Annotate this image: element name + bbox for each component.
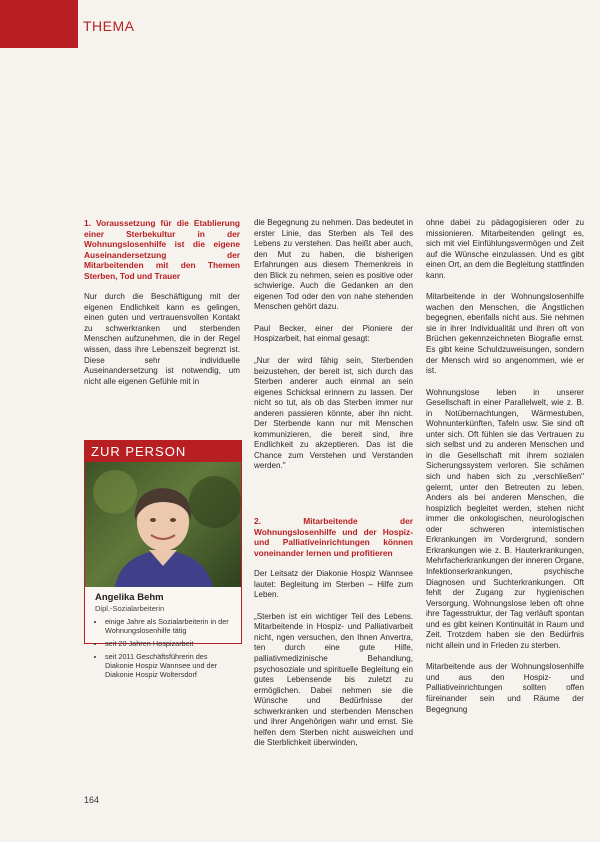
column-1 — [84, 218, 240, 398]
section-heading-2: 2. Mitarbeitende der Wohnungslosenhilfe und der Hospiz- und Palliativeinrichtungen können voneinander lernen und profitieren — [254, 516, 413, 558]
page-number: 164 — [84, 795, 100, 805]
list-item: • seit 2011 Geschäftsführerin des Diakonie Hospiz Wannsee und der Diakonie Hospiz Woltersdorf — [105, 652, 235, 679]
paragraph: Nur durch die Beschäftigung mit der eigenen Endlichkeit kann es gelingen, einen guten und vertrauensvollen Kontakt zu schwerkranken und sterbenden Menschen aufzunehmen, die in der Regel wissen, dass ihre Lebenszeit begrenzt ist. Diese sehr individuelle Auseinandersetzung ist notwendig, um nicht alle eigenen Gefühle mit in — [84, 292, 240, 386]
person-role: Dipl.-Sozialarbeiterin — [95, 604, 165, 613]
column-2 — [254, 218, 413, 483]
box-title: ZUR PERSON — [85, 441, 241, 462]
portrait-illustration — [85, 462, 241, 587]
list-item: • seit 20 Jahren Hospizarbeit — [105, 639, 235, 648]
paragraph: Paul Becker, einer der Pioniere der Hospizarbeit, hat einmal gesagt: — [254, 323, 413, 344]
paragraph: Mitarbeitende aus der Wohnungslosenhilfe und aus den Hospiz- und Palliativeinrichtungen sollten offen füreinander sein und Räume der Begegnung — [426, 662, 584, 714]
person-info-box — [84, 440, 242, 679]
column-3 — [426, 218, 584, 726]
paragraph: Wohnungslose leben in unserer Gesellschaft in einer Parallelwelt, wie z. B. in Notübernachtungen, Wärmestuben, Wohnunterkünften, Tafeln usw. Sie sind oft unter sich. Oft fühlen sie das Vertrauen zu sich selbst und zu anderen Menschen und in die Gesellschaft mit ihrem sozialen Sicherungssystem verloren. Sie schämen sich und haben sich zu „verschließen" gelernt, unter den Betreuten zu leben. Anders als bei anderen Menschen, die hospizlich begleitet werden, stehen nicht immer die onkologischen, neurologischen oder schweren internistischen Erkrankungen im Vordergrund, sondern Erkrankungen wie z. B. Hauterkrankungen, Mehrfacherkrankungen der inneren Organe, Infektionserkrankungen, psychische Diagnosen und Suchterkrankungen. Oft fehlt der Zugang zur hygienischen Versorgung. Wohnungslose leben oft ohne ihre Tagesstruktur, der Tag verläuft spontan und es gibt keinen Kontinuität in Raum und Zeit. Trotzdem haben sie den Bedürfnis nicht allein und in Frieden zu sterben. — [426, 387, 584, 650]
column-2-lower — [254, 516, 413, 760]
section-heading-1: 1. Voraussetzung für die Etablierung einer Sterbekultur in der Wohnungslosenhilfe ist die eigene Auseinandersetzung der Mitarbeitenden mit den Themen Sterben, Tod und Trauer — [84, 218, 240, 281]
paragraph: ohne dabei zu pädagogisieren oder zu missionieren. Mitarbeitenden gelingt es, sich mit viel Einfühlungsvermögen und Zeit auf die Wünsche einzulassen. Und es gibt einen Ort, an dem die Begleitung stattfinden kann. — [426, 218, 584, 280]
paragraph: Der Leitsatz der Diakonie Hospiz Wannsee lautet: Begleitung im Sterben – Hilfe zum Leben. — [254, 569, 413, 600]
corner-accent-block — [0, 0, 78, 48]
paragraph: die Begegnung zu nehmen. Das bedeutet in erster Linie, das Sterben als Teil des Lebens zu verstehen. Das heißt aber auch, den Mut zu haben, die bisherigen Erfahrungen aus diesem Themenkreis in den Blick zu nehmen, seien es positive oder schwierige. Auch die Gedanken an den eigenen Tod oder den von nahe stehenden Menschen gehört dazu. — [254, 218, 413, 312]
list-item: • einige Jahre als Sozialarbeiterin in der Wohnungslosenhilfe tätig — [105, 617, 235, 635]
paragraph: „Sterben ist ein wichtiger Teil des Lebens. Mitarbeitende in Hospiz- und Palliativarbeit nicht, ngen versuchen, den Ihnen Anvertra, ten durch eine gute Hilfe, palliativmedizinische Behandlung, psychosoziale und spirituelle Begleitung ein gutes Lebensende bis zuletzt zu ermöglichen. Dabei nehmen sie die Wünsche und Bedürfnisse der schwerkranken und sterbenden Menschen und ihrer Angehörigen wahr und ernst. Sie helfen dem Sterben nicht ausweichen und die Sterblichkeit überwinden, — [254, 611, 413, 748]
portrait-photo — [85, 462, 241, 587]
section-label: THEMA — [83, 18, 135, 34]
person-facts-list — [85, 617, 241, 679]
paragraph: Mitarbeitende in der Wohnungslosenhilfe wachen den Menschen, die Ängstlichen begegnen, ebenfalls nicht aus. Sie nehmen sie in ihrer Individualität und ihren oft von Brüchen gekennzeichneten Biografie ernst. Es gibt keine Schuldzuweisungen, sondern der Mensch wird so angenommen, wie er ist. — [426, 292, 584, 376]
person-name: Angelika Behm — [95, 592, 164, 603]
quote-paragraph: „Nur der wird fähig sein, Sterbenden beizustehen, der bereit ist, sich durch das Sterben anderer auch einmal an sein eigenes Schicksal erinnern zu lassen. Der nicht so tut, als ob das Sterben immer nur anderen passieren könnte, aber ihn nicht. Der Sterbende kann nur mit Menschen kommunizieren, die bereit sind, ihre Endlichkeit zu akzeptieren. Das ist die Chance zum Verstehen und Verstanden werden." — [254, 356, 413, 471]
